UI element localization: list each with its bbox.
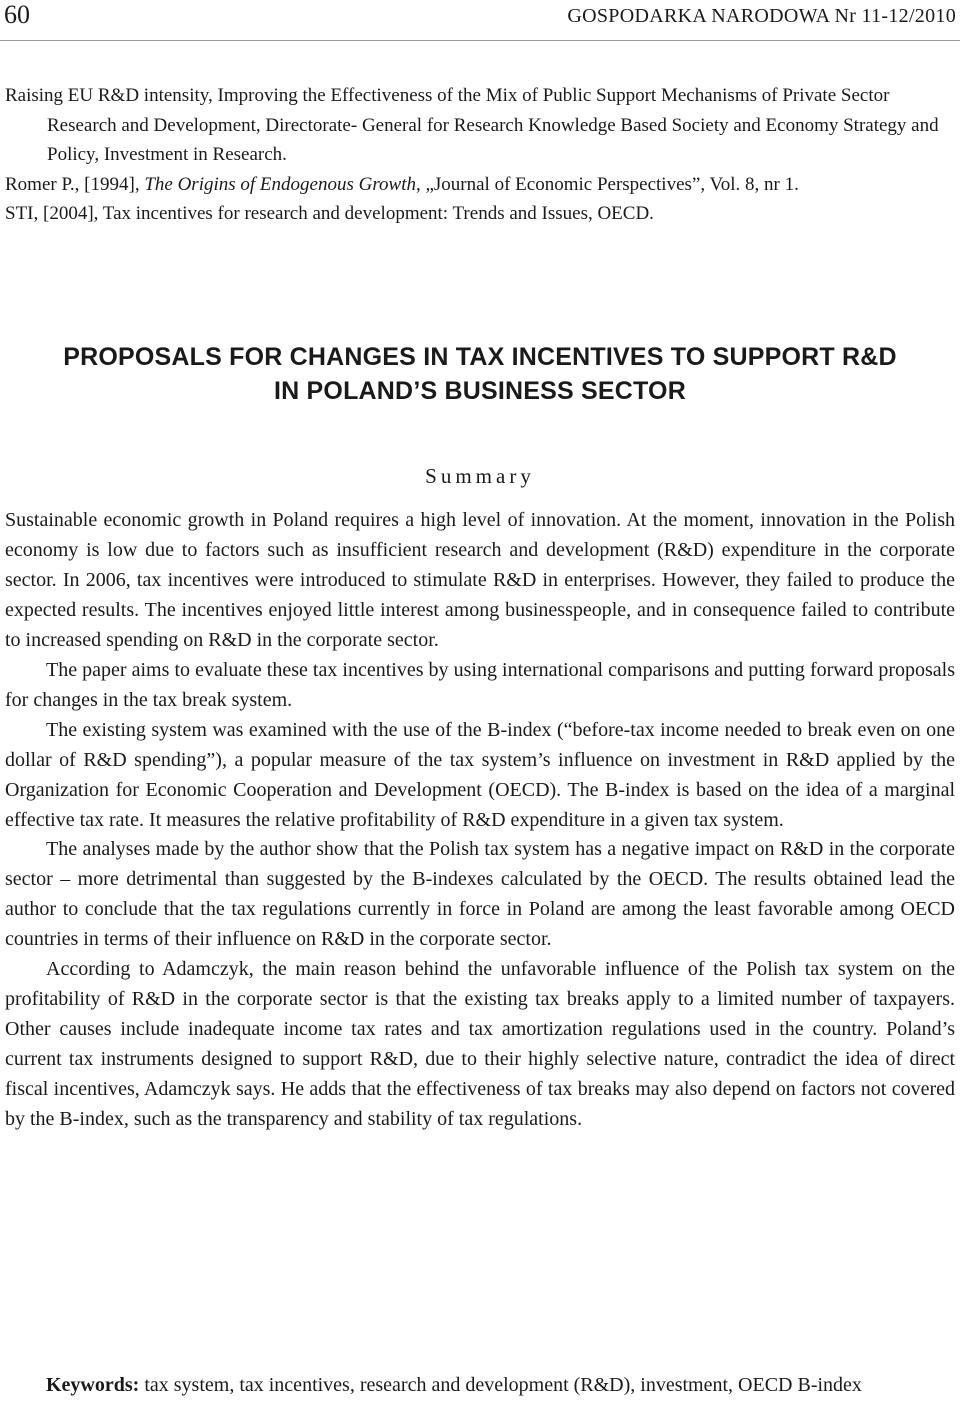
page-number: 60 <box>4 0 30 29</box>
keywords <box>5 1371 955 1401</box>
reference-item: STI, [2004], Tax incentives for research and development: Trends and Issues, OECD. <box>5 203 654 224</box>
reference-item <box>5 170 955 200</box>
summary-heading: Summary <box>425 464 535 488</box>
reference-item: Raising EU R&D intensity, Improving the Effectiveness of the Mix of Public Support Mechanisms of Private Sector Research and Development, Directorate- General for Research Knowledge Based Society and Economy Strategy and Policy, Investment in Research. <box>5 85 939 165</box>
keywords-text: tax system, tax incentives, research and development (R&D), investment, OECD B-index <box>139 1374 862 1396</box>
journal-title: GOSPODARKA NARODOWA Nr 11-12/2010 <box>567 5 956 27</box>
summary-paragraph: According to Adamczyk, the main reason behind the unfavorable influence of the Polish tax system on the profitability of R&D in the corporate sector is that the existing tax breaks apply to a limited number of taxpayers. Other causes include inadequate income tax rates and tax amortization regulations used in the country. Poland’s current tax instruments designed to support R&D, due to their highly selective nature, contradict the idea of direct fiscal incentives, Adamczyk says. He adds that the effectiveness of tax breaks may also depend on factors not covered by the B-index, such as the transparency and stability of tax regulations. <box>5 958 955 1131</box>
page-header <box>0 0 960 41</box>
reference-list <box>5 81 955 229</box>
article-title-line: PROPOSALS FOR CHANGES IN TAX INCENTIVES TO SUPPORT R&D <box>63 343 897 371</box>
summary-paragraph: The existing system was examined with the use of the B-index (“before-tax income needed to break even on one dollar of R&D spending”), a popular measure of the tax system’s influence on investment in R&D applied by the Organization for Economic Cooperation and Development (OECD). The B-index is based on the idea of a marginal effective tax rate. It measures the relative profitability of R&D expenditure in a given tax system. <box>5 718 955 831</box>
summary-paragraph: The analyses made by the author show that the Polish tax system has a negative impact on R&D in the corporate sector – more detrimental than suggested by the B-indexes calculated by the OECD. The results obtained lead the author to conclude that the tax regulations currently in force in Poland are among the least favorable among OECD countries in terms of their influence on R&D in the corporate sector. <box>5 838 955 951</box>
summary-paragraph: The paper aims to evaluate these tax incentives by using international comparisons and putting forward proposals for changes in the tax break system. <box>5 658 955 711</box>
summary-paragraph: Sustainable economic growth in Poland requires a high level of innovation. At the moment, innovation in the Polish economy is low due to factors such as insufficient research and development (R&D) expenditure in the corporate sector. In 2006, tax incentives were introduced to stimulate R&D in enterprises. However, they failed to produce the expected results. The incentives enjoyed little interest among businesspeople, and in consequence failed to contribute to increased spending on R&D in the corporate sector. <box>5 509 955 651</box>
keywords-label: Keywords: <box>46 1374 140 1396</box>
summary-body <box>5 506 955 1135</box>
article-title-line: IN POLAND’S BUSINESS SECTOR <box>274 377 686 405</box>
reference-author-year: Romer P., [1994], <box>5 173 145 195</box>
article-title <box>0 340 960 408</box>
reference-title: The Origins of Endogenous Growth <box>144 173 416 195</box>
reference-source: , „Journal of Economic Perspectives”, Vol. 8, nr 1. <box>415 173 799 195</box>
